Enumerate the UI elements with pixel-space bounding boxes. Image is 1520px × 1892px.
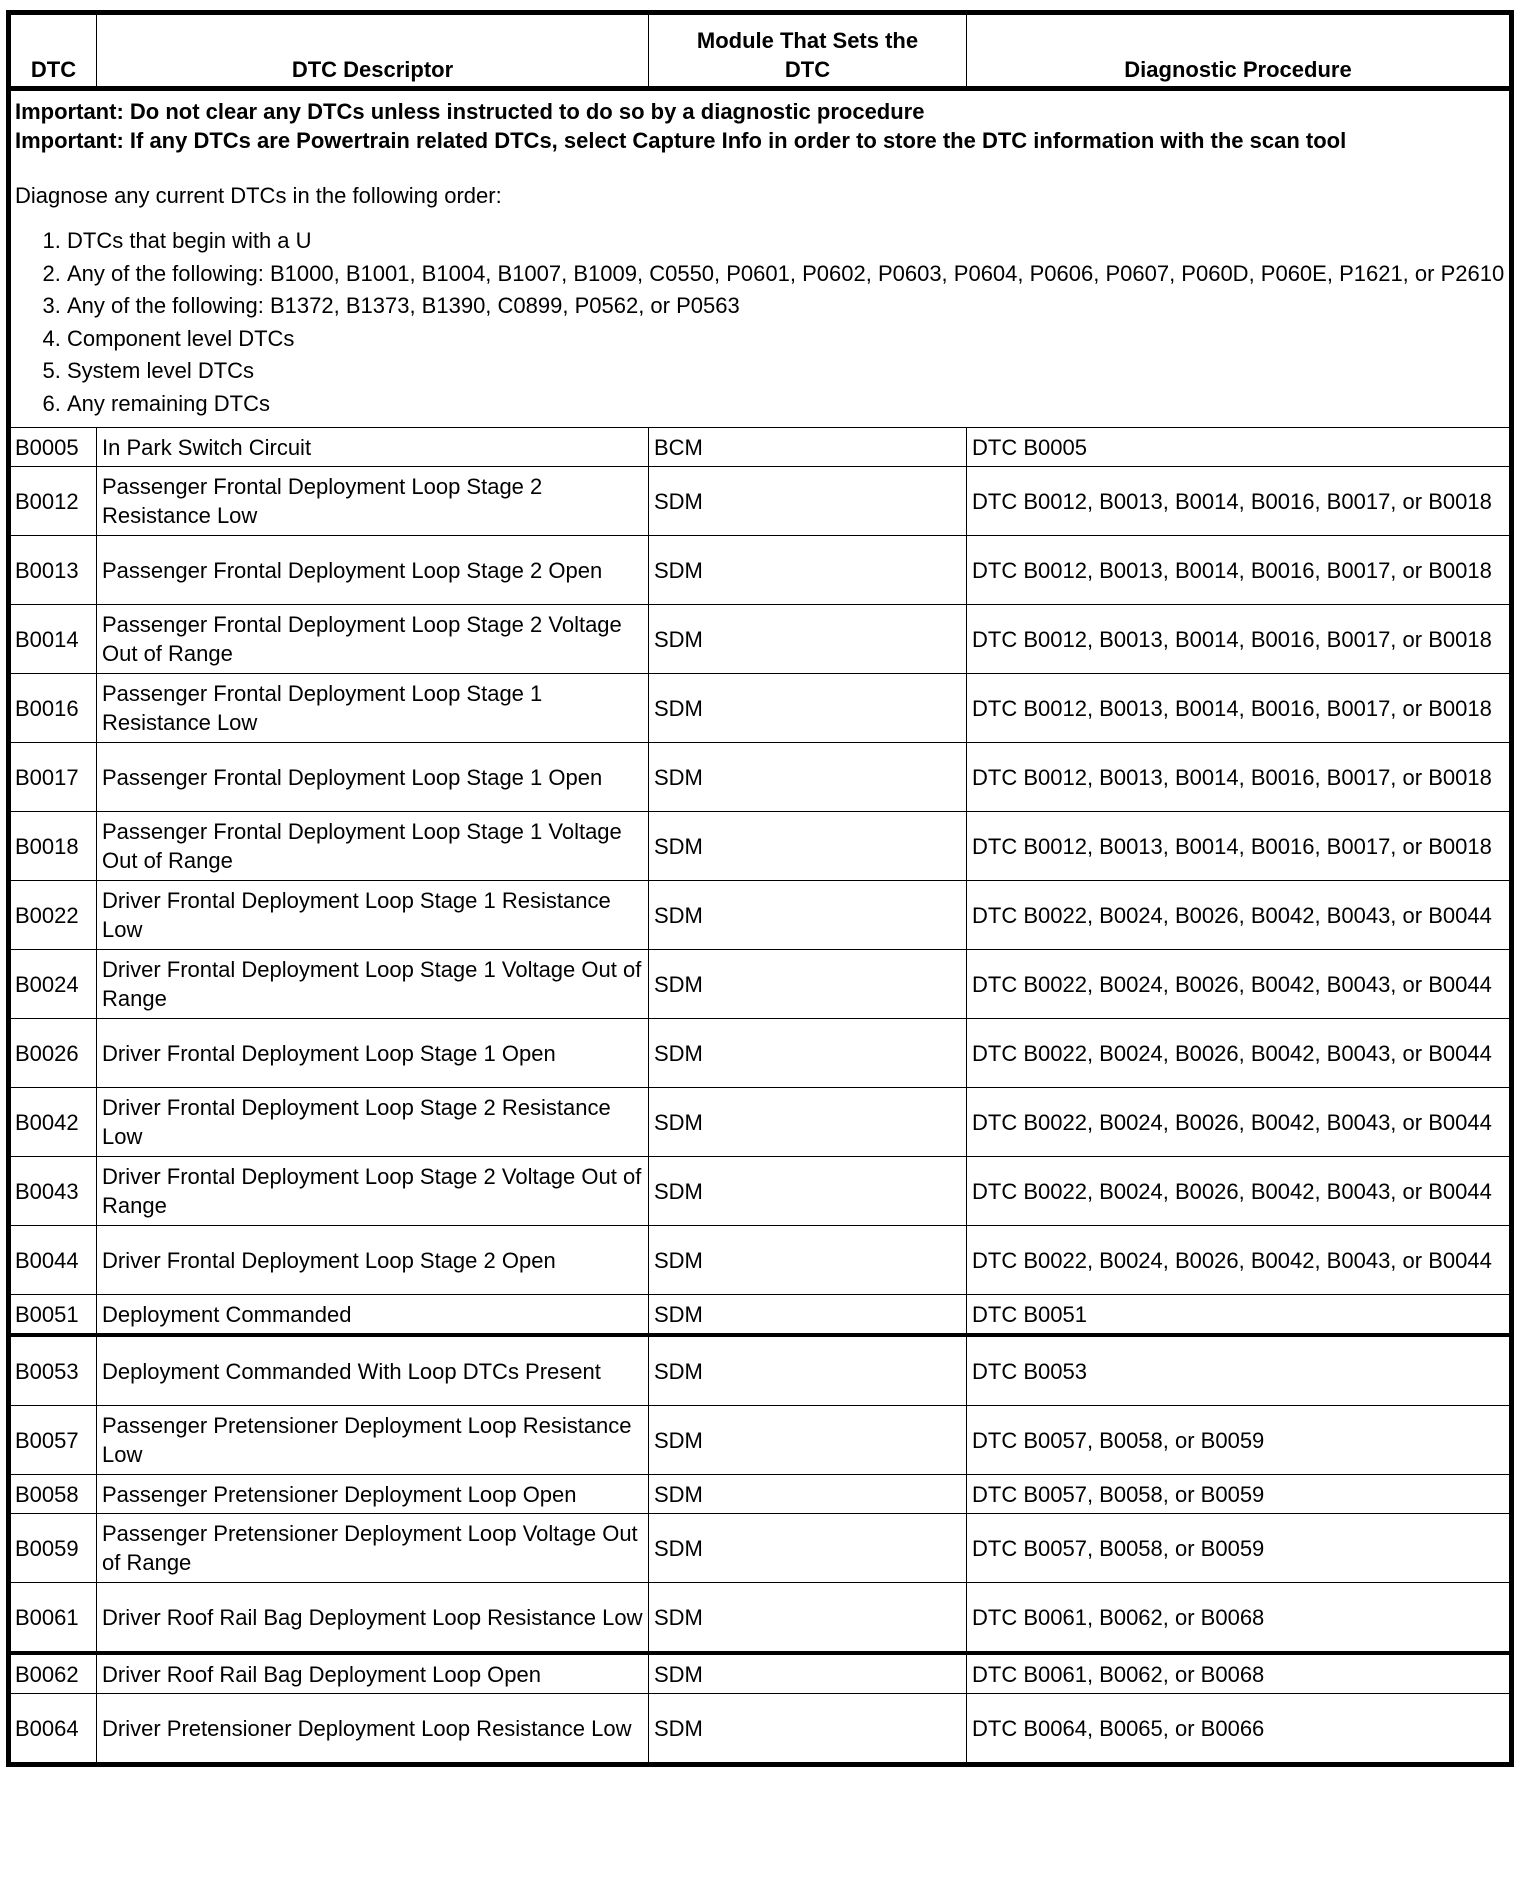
- cell-dtc: B0013: [9, 536, 97, 605]
- table-row: [9, 1226, 1512, 1295]
- cell-module: SDM: [649, 1475, 967, 1514]
- cell-dtc: B0053: [9, 1335, 97, 1406]
- table-row: [9, 605, 1512, 674]
- order-item: 5. System level DTCs: [67, 356, 1505, 385]
- order-item: 1. DTCs that begin with a U: [67, 226, 1505, 255]
- cell-procedure: DTC B0022, B0024, B0026, B0042, B0043, or B0044: [967, 1226, 1512, 1295]
- cell-module: SDM: [649, 605, 967, 674]
- table-row: [9, 1019, 1512, 1088]
- cell-module: SDM: [649, 1157, 967, 1226]
- cell-descriptor: In Park Switch Circuit: [97, 428, 649, 467]
- cell-descriptor: Driver Frontal Deployment Loop Stage 1 Open: [97, 1019, 649, 1088]
- cell-descriptor: Passenger Frontal Deployment Loop Stage 2 Open: [97, 536, 649, 605]
- cell-dtc: B0062: [9, 1653, 97, 1694]
- table-row: [9, 1475, 1512, 1514]
- cell-dtc: B0051: [9, 1295, 97, 1336]
- cell-procedure: DTC B0012, B0013, B0014, B0016, B0017, or B0018: [967, 467, 1512, 536]
- cell-dtc: B0058: [9, 1475, 97, 1514]
- cell-dtc: B0016: [9, 674, 97, 743]
- table-row: [9, 1653, 1512, 1694]
- cell-procedure: DTC B0051: [967, 1295, 1512, 1336]
- cell-module: SDM: [649, 467, 967, 536]
- cell-dtc: B0026: [9, 1019, 97, 1088]
- cell-procedure: DTC B0022, B0024, B0026, B0042, B0043, or B0044: [967, 1088, 1512, 1157]
- cell-procedure: DTC B0012, B0013, B0014, B0016, B0017, or B0018: [967, 743, 1512, 812]
- cell-descriptor: Driver Frontal Deployment Loop Stage 2 Open: [97, 1226, 649, 1295]
- cell-descriptor: Driver Frontal Deployment Loop Stage 2 Voltage Out of Range: [97, 1157, 649, 1226]
- cell-dtc: B0061: [9, 1583, 97, 1654]
- cell-module: SDM: [649, 1088, 967, 1157]
- table-row: [9, 1583, 1512, 1654]
- cell-module: SDM: [649, 674, 967, 743]
- header-descriptor: DTC Descriptor: [97, 13, 649, 89]
- cell-procedure: DTC B0061, B0062, or B0068: [967, 1583, 1512, 1654]
- cell-procedure: DTC B0022, B0024, B0026, B0042, B0043, or B0044: [967, 950, 1512, 1019]
- cell-descriptor: Passenger Pretensioner Deployment Loop Open: [97, 1475, 649, 1514]
- cell-module: SDM: [649, 812, 967, 881]
- cell-procedure: DTC B0012, B0013, B0014, B0016, B0017, or B0018: [967, 674, 1512, 743]
- cell-descriptor: Driver Frontal Deployment Loop Stage 1 Resistance Low: [97, 881, 649, 950]
- order-item: 4. Component level DTCs: [67, 324, 1505, 353]
- table-row: [9, 1514, 1512, 1583]
- cell-descriptor: Deployment Commanded: [97, 1295, 649, 1336]
- cell-descriptor: Driver Frontal Deployment Loop Stage 2 Resistance Low: [97, 1088, 649, 1157]
- cell-dtc: B0022: [9, 881, 97, 950]
- cell-descriptor: Passenger Pretensioner Deployment Loop Voltage Out of Range: [97, 1514, 649, 1583]
- cell-module: SDM: [649, 1295, 967, 1336]
- cell-procedure: DTC B0057, B0058, or B0059: [967, 1475, 1512, 1514]
- cell-module: SDM: [649, 1335, 967, 1406]
- cell-dtc: B0057: [9, 1406, 97, 1475]
- table-row: [9, 1088, 1512, 1157]
- order-item: 6. Any remaining DTCs: [67, 389, 1505, 418]
- diagnosis-order-list: [15, 226, 1505, 418]
- cell-dtc: B0024: [9, 950, 97, 1019]
- order-intro: Diagnose any current DTCs in the following order:: [15, 183, 502, 208]
- cell-module: SDM: [649, 950, 967, 1019]
- cell-dtc: B0012: [9, 467, 97, 536]
- cell-dtc: B0017: [9, 743, 97, 812]
- table-row: [9, 674, 1512, 743]
- dtc-table: [6, 10, 1514, 1767]
- table-row: [9, 1157, 1512, 1226]
- cell-dtc: B0018: [9, 812, 97, 881]
- cell-procedure: DTC B0057, B0058, or B0059: [967, 1514, 1512, 1583]
- cell-module: SDM: [649, 1694, 967, 1765]
- notes-row: [9, 89, 1512, 428]
- cell-procedure: DTC B0022, B0024, B0026, B0042, B0043, or B0044: [967, 1157, 1512, 1226]
- table-row: [9, 812, 1512, 881]
- cell-module: SDM: [649, 1226, 967, 1295]
- cell-dtc: B0064: [9, 1694, 97, 1765]
- cell-descriptor: Passenger Pretensioner Deployment Loop Resistance Low: [97, 1406, 649, 1475]
- cell-dtc: B0044: [9, 1226, 97, 1295]
- cell-module: SDM: [649, 536, 967, 605]
- cell-procedure: DTC B0005: [967, 428, 1512, 467]
- order-item: 3. Any of the following: B1372, B1373, B1390, C0899, P0562, or P0563: [67, 291, 1505, 320]
- cell-module: SDM: [649, 1514, 967, 1583]
- cell-module: SDM: [649, 1019, 967, 1088]
- cell-procedure: DTC B0022, B0024, B0026, B0042, B0043, or B0044: [967, 1019, 1512, 1088]
- cell-module: BCM: [649, 428, 967, 467]
- important-note-1: Important: Do not clear any DTCs unless instructed to do so by a diagnostic procedure: [15, 99, 925, 124]
- table-row: [9, 428, 1512, 467]
- cell-dtc: B0043: [9, 1157, 97, 1226]
- table-row: [9, 467, 1512, 536]
- table-row: [9, 1335, 1512, 1406]
- cell-procedure: DTC B0012, B0013, B0014, B0016, B0017, or B0018: [967, 605, 1512, 674]
- cell-descriptor: Driver Pretensioner Deployment Loop Resistance Low: [97, 1694, 649, 1765]
- header-dtc: DTC: [9, 13, 97, 89]
- table-row: [9, 1406, 1512, 1475]
- cell-procedure: DTC B0022, B0024, B0026, B0042, B0043, or B0044: [967, 881, 1512, 950]
- table-row: [9, 950, 1512, 1019]
- cell-descriptor: Passenger Frontal Deployment Loop Stage 1 Open: [97, 743, 649, 812]
- cell-descriptor: Passenger Frontal Deployment Loop Stage 1 Resistance Low: [97, 674, 649, 743]
- cell-dtc: B0042: [9, 1088, 97, 1157]
- cell-procedure: DTC B0064, B0065, or B0066: [967, 1694, 1512, 1765]
- header-procedure: Diagnostic Procedure: [967, 13, 1512, 89]
- table-row: [9, 881, 1512, 950]
- cell-procedure: DTC B0061, B0062, or B0068: [967, 1653, 1512, 1694]
- table-row: [9, 743, 1512, 812]
- cell-module: SDM: [649, 743, 967, 812]
- cell-descriptor: Passenger Frontal Deployment Loop Stage 2 Resistance Low: [97, 467, 649, 536]
- cell-dtc: B0014: [9, 605, 97, 674]
- cell-descriptor: Driver Frontal Deployment Loop Stage 1 Voltage Out of Range: [97, 950, 649, 1019]
- cell-procedure: DTC B0012, B0013, B0014, B0016, B0017, or B0018: [967, 536, 1512, 605]
- notes-cell: [9, 89, 1512, 428]
- cell-module: SDM: [649, 1406, 967, 1475]
- table-row: [9, 1694, 1512, 1765]
- table-row: [9, 1295, 1512, 1336]
- cell-descriptor: Deployment Commanded With Loop DTCs Present: [97, 1335, 649, 1406]
- table-row: [9, 536, 1512, 605]
- header-row: [9, 13, 1512, 89]
- cell-descriptor: Passenger Frontal Deployment Loop Stage 1 Voltage Out of Range: [97, 812, 649, 881]
- cell-descriptor: Passenger Frontal Deployment Loop Stage 2 Voltage Out of Range: [97, 605, 649, 674]
- important-note-2: Important: If any DTCs are Powertrain related DTCs, select Capture Info in order to store the DTC information with the scan tool: [15, 128, 1347, 153]
- cell-descriptor: Driver Roof Rail Bag Deployment Loop Resistance Low: [97, 1583, 649, 1654]
- order-item: 2. Any of the following: B1000, B1001, B1004, B1007, B1009, C0550, P0601, P0602, P0603, P0604, P0606, P0607, P060D, P060E, P1621, or P2610: [67, 259, 1505, 288]
- cell-module: SDM: [649, 881, 967, 950]
- cell-dtc: B0059: [9, 1514, 97, 1583]
- header-module: Module That Sets the DTC: [649, 13, 967, 89]
- cell-module: SDM: [649, 1653, 967, 1694]
- cell-dtc: B0005: [9, 428, 97, 467]
- cell-procedure: DTC B0057, B0058, or B0059: [967, 1406, 1512, 1475]
- cell-module: SDM: [649, 1583, 967, 1654]
- cell-procedure: DTC B0053: [967, 1335, 1512, 1406]
- cell-descriptor: Driver Roof Rail Bag Deployment Loop Open: [97, 1653, 649, 1694]
- cell-procedure: DTC B0012, B0013, B0014, B0016, B0017, or B0018: [967, 812, 1512, 881]
